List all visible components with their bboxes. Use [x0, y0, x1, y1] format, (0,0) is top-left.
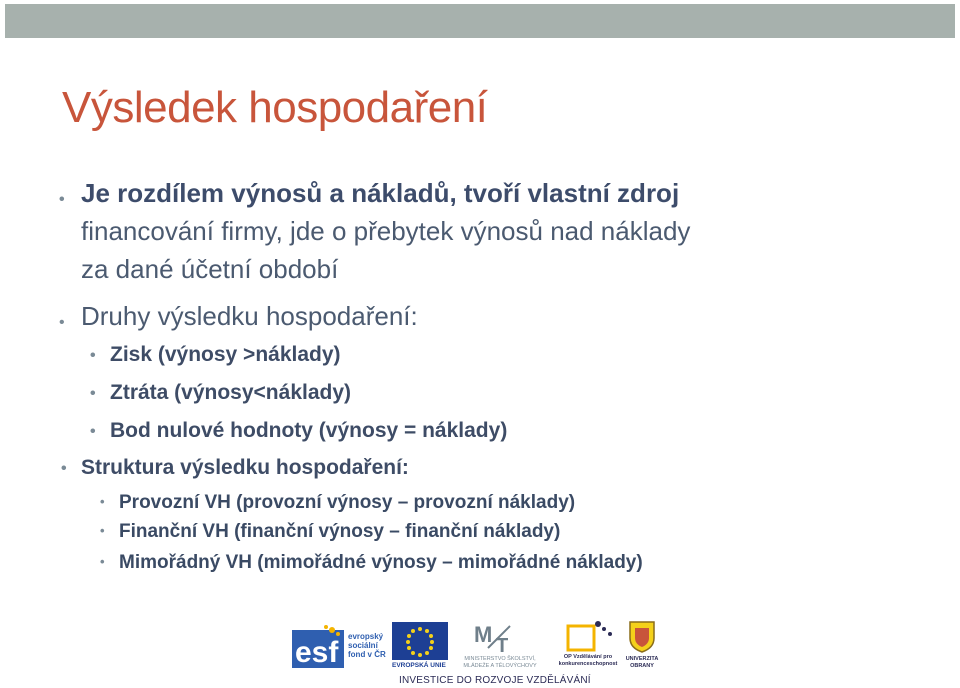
bullet-definition	[59, 174, 680, 212]
sub-bullet-financial	[100, 521, 561, 543]
eu-text: EVROPSKÁ UNIE	[392, 662, 446, 669]
bullet-dot: •	[59, 314, 65, 331]
esf-text: evropský sociální fond v ČR	[348, 632, 386, 659]
svg-text:T: T	[496, 635, 509, 654]
top-bar	[5, 4, 955, 38]
bullet-text: za dané účetní období	[81, 254, 339, 284]
slide-title: Výsledek hospodaření	[62, 83, 488, 132]
msmt-logo	[454, 620, 546, 672]
bullet-text: Druhy výsledku hospodaření:	[81, 301, 418, 331]
bullet-types	[59, 297, 418, 335]
bullet-dot: •	[90, 347, 96, 364]
bullet-text: financování firmy, jde o přebytek výnosů nad náklady	[81, 216, 691, 246]
eu-logo	[392, 622, 448, 672]
bullet-text: Zisk (výnosy >náklady)	[110, 343, 341, 366]
bullet-continuation	[81, 250, 338, 288]
university-logo	[622, 618, 662, 674]
bullet-dot: •	[61, 460, 67, 477]
bullet-dot: •	[59, 191, 65, 208]
bullet-dot: •	[100, 554, 105, 569]
op-logo	[552, 620, 624, 672]
bullet-text: Bod nulové hodnoty (výnosy = náklady)	[110, 419, 508, 442]
svg-text:esf: esf	[295, 636, 339, 669]
bullet-dot: •	[90, 385, 96, 402]
sub-bullet-breakeven	[90, 419, 508, 443]
bullet-structure	[61, 456, 409, 480]
bullet-dot: •	[100, 523, 105, 538]
sub-bullet-operating	[100, 492, 576, 514]
university-text: UNIVERZITA OBRANY	[625, 656, 659, 669]
bullet-dot: •	[100, 494, 105, 509]
sub-bullet-profit	[90, 343, 341, 367]
bullet-text: Mimořádný VH (mimořádné výnosy – mimořádné náklady)	[119, 552, 643, 573]
bullet-text: Je rozdílem výnosů a nákladů, tvoří vlastní zdroj	[81, 178, 680, 208]
sub-bullet-extraordinary	[100, 552, 643, 574]
op-text: OP Vzdělávání pro konkurenceschopnost	[558, 654, 618, 667]
esf-logo	[292, 622, 386, 670]
svg-text:M: M	[474, 622, 493, 647]
bullet-text: Struktura výsledku hospodaření:	[81, 456, 409, 479]
sub-bullet-loss	[90, 381, 352, 405]
bullet-text: Provozní VH (provozní výnosy – provozní náklady)	[119, 492, 576, 513]
msmt-text: MINISTERSTVO ŠKOLSTVÍ, MLÁDEŽE A TĚLOVÝCHOVY	[463, 656, 537, 669]
bullet-text: Finanční VH (finanční výnosy – finanční náklady)	[119, 521, 561, 542]
bullet-text: Ztráta (výnosy<náklady)	[110, 381, 352, 404]
footer-tagline: INVESTICE DO ROZVOJE VZDĚLÁVÁNÍ	[399, 675, 591, 686]
bullet-dot: •	[90, 423, 96, 440]
bullet-continuation	[81, 212, 690, 250]
